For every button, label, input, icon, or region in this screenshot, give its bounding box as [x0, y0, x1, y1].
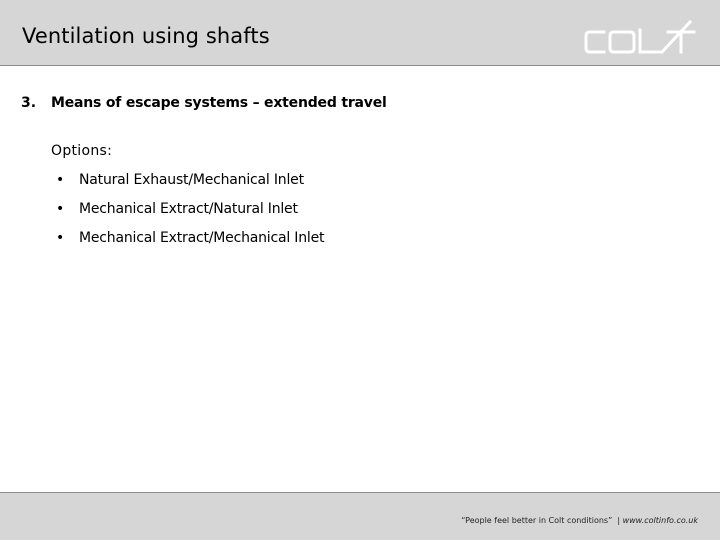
bullet-icon: • — [56, 201, 65, 217]
footer-url-link[interactable]: www.coltinfo.co.uk — [622, 516, 698, 525]
footer-tagline: “People feel better in Colt conditions” — [461, 516, 613, 525]
header-band — [0, 0, 720, 66]
option-text: Mechanical Extract/Natural Inlet — [79, 201, 298, 217]
section-number: 3. — [21, 95, 37, 111]
slide-title: Ventilation using shafts — [22, 24, 270, 48]
footer-text — [461, 516, 698, 525]
logo-text: COLT — [582, 18, 585, 19]
bullet-icon: • — [56, 172, 65, 188]
option-text: Natural Exhaust/Mechanical Inlet — [79, 172, 304, 188]
bullet-icon: • — [56, 230, 65, 246]
option-text: Mechanical Extract/Mechanical Inlet — [79, 230, 325, 246]
section-heading: Means of escape systems – extended travel — [51, 95, 387, 111]
options-label: Options: — [51, 143, 113, 159]
footer-separator: | — [617, 516, 621, 525]
footer-band — [0, 492, 720, 540]
colt-logo — [582, 18, 700, 56]
